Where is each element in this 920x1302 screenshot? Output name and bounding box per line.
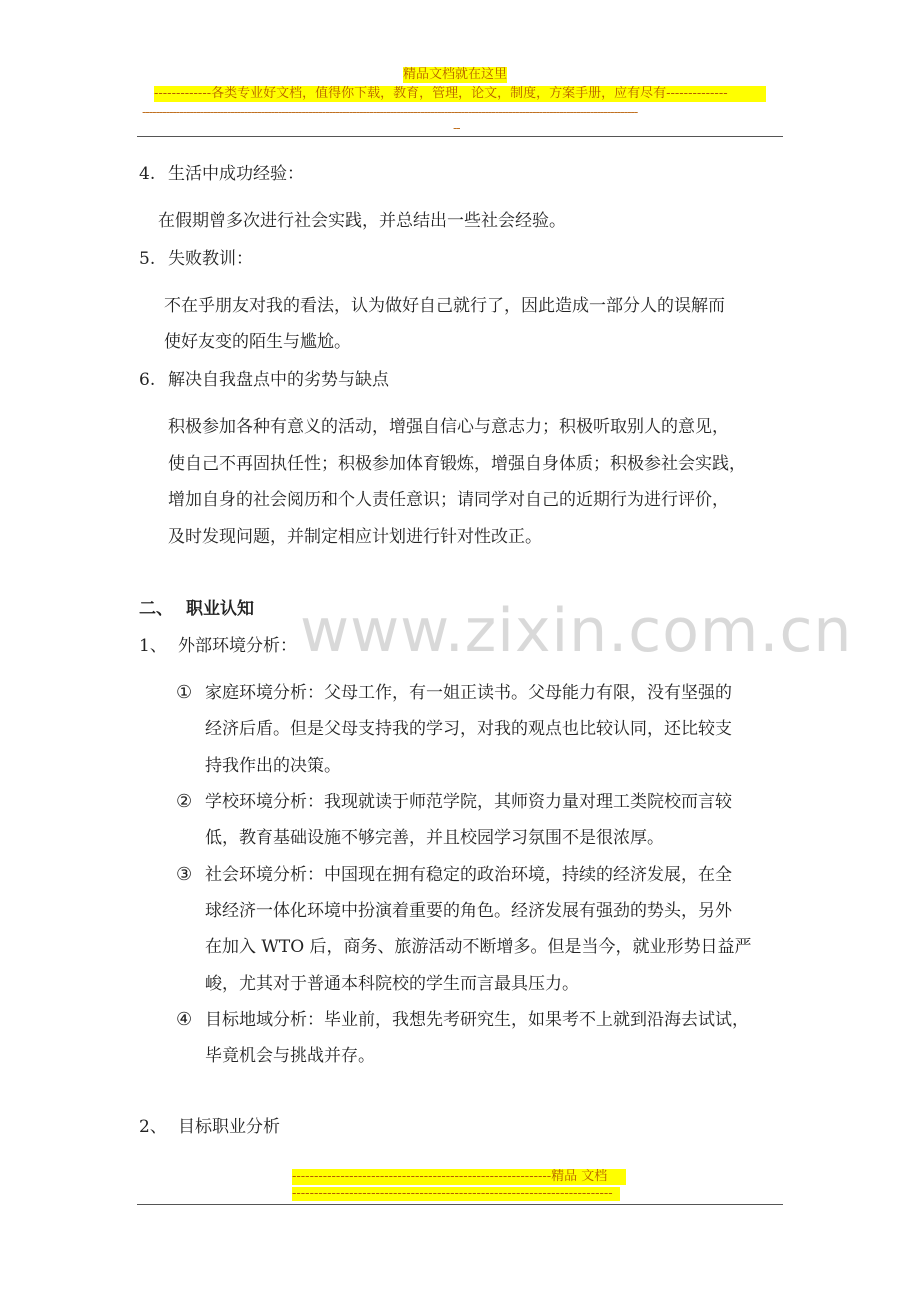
section2-number: 二、 xyxy=(139,599,173,619)
item6-line: 增加自身的社会阅历和个人责任意识；请同学对自己的近期行为进行评价， xyxy=(168,490,729,510)
watermark: www.zixin.com.cn xyxy=(300,596,853,666)
point-line: 在加入 WTO 后，商务、旅游活动不断增多。但是当今，就业形势日益严 xyxy=(205,937,752,957)
footer-line-2: ------------------------------------------------------------------------- xyxy=(292,1187,620,1201)
point-line: 毕竟机会与挑战并存。 xyxy=(205,1046,375,1066)
footer-line-1: -----------------------------------------------------------精品 文档 xyxy=(292,1169,626,1185)
point-line: 持我作出的决策。 xyxy=(205,756,341,776)
item5-line: 使好友变的陌生与尴尬。 xyxy=(164,332,351,352)
point-line: 家庭环境分析：父母工作，有一姐正读书。父母能力有限，没有坚强的 xyxy=(205,683,732,703)
point-line: 社会环境分析：中国现在拥有稳定的政治环境，持续的经济发展，在全 xyxy=(205,865,732,885)
item5-line: 不在乎朋友对我的看法，认为做好自己就行了，因此造成一部分人的误解而 xyxy=(164,296,725,316)
point-line: 经济后盾。但是父母支持我的学习，对我的观点也比较认同，还比较支 xyxy=(205,719,732,739)
point-line: 低，教育基础设施不够完善，并且校园学习氛围不是很浓厚。 xyxy=(205,828,664,848)
point-marker: ④ xyxy=(176,1009,193,1030)
point-marker: ① xyxy=(176,682,193,703)
point-line: 目标地域分析：毕业前，我想先考研究生，如果考不上就到沿海去试试， xyxy=(205,1010,749,1030)
sub1-title: 外部环境分析： xyxy=(178,636,297,656)
item6-line: 及时发现问题，并制定相应计划进行针对性改正。 xyxy=(168,527,542,547)
item6-line: 使自己不再固执任性；积极参加体育锻炼，增强自身体质；积极参社会实践， xyxy=(168,454,746,474)
sub2-number: 2、 xyxy=(139,1117,167,1137)
section2-title: 职业认知 xyxy=(186,599,254,619)
footer-rule xyxy=(137,1204,783,1205)
header-dash-line: -------------------------------------------------------------------------------------------------------------------------------------------------- xyxy=(142,106,638,120)
item6-label: 6. xyxy=(139,370,156,390)
item5-title: 失败教训： xyxy=(168,249,253,269)
point-line: 峻，尤其对于普通本科院校的学生而言最具压力。 xyxy=(205,974,579,994)
header-dash-tail: -- xyxy=(453,122,460,136)
item5-label: 5. xyxy=(139,249,156,269)
point-line: 球经济一体化环境中扮演着重要的角色。经济发展有强劲的势头，另外 xyxy=(205,901,732,921)
sub2-title: 目标职业分析 xyxy=(178,1117,280,1137)
header-rule xyxy=(137,136,783,137)
item6-line: 积极参加各种有意义的活动，增强自信心与意志力；积极听取别人的意见， xyxy=(168,417,729,437)
item4-label: 4. xyxy=(139,164,156,184)
sub1-number: 1、 xyxy=(139,636,167,656)
header-tagline: -------------各类专业好文档，值得你下载，教育，管理，论文，制度，方案手册，应有尽有-------------- xyxy=(154,86,766,102)
point-marker: ③ xyxy=(176,864,193,885)
item4-title: 生活中成功经验： xyxy=(168,164,304,184)
point-marker: ② xyxy=(176,791,193,812)
point-line: 学校环境分析：我现就读于师范学院，其师资力量对理工类院校而言较 xyxy=(205,792,732,812)
item6-title: 解决自我盘点中的劣势与缺点 xyxy=(168,370,389,390)
item4-text: 在假期曾多次进行社会实践，并总结出一些社会经验。 xyxy=(158,211,566,231)
header-title: 精品文档就在这里 xyxy=(403,67,508,82)
